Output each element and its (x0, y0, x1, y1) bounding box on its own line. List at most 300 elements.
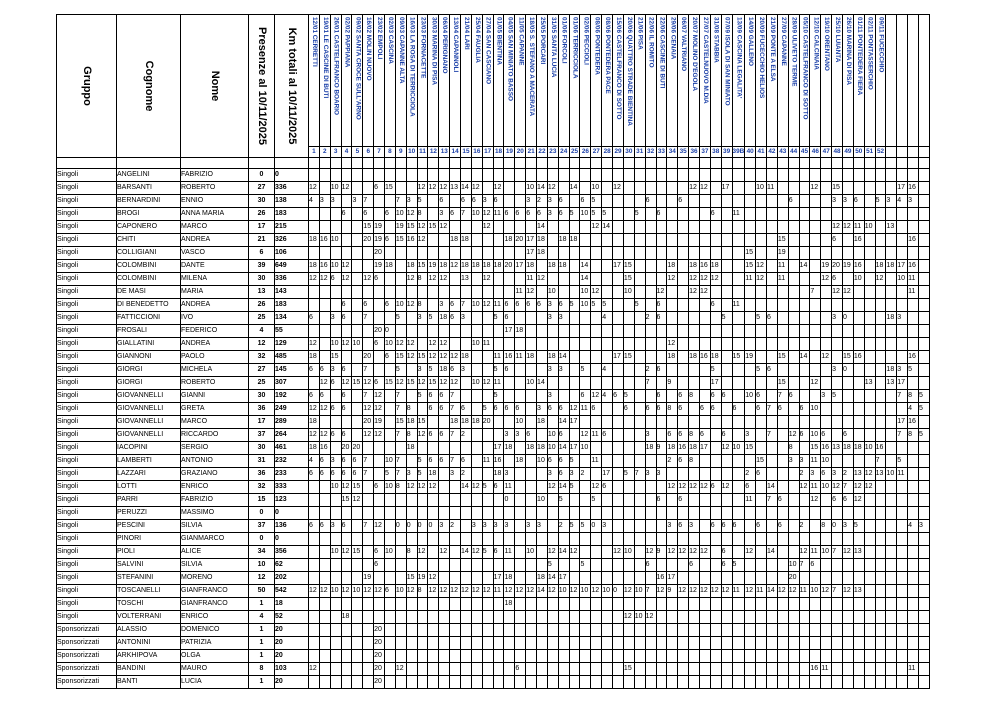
km-value-cell (853, 624, 864, 637)
km-value-cell (623, 299, 634, 312)
km-value-cell (471, 442, 482, 455)
km-value-cell (766, 169, 777, 182)
km-value-cell (886, 481, 897, 494)
km-value-cell (352, 507, 363, 520)
km-value-cell (732, 234, 745, 247)
event-number: 30 (623, 147, 634, 158)
km-value-cell (341, 507, 352, 520)
km-value-cell (897, 208, 908, 221)
km-value-cell: 5 (602, 299, 613, 312)
km-value-cell: 18 (482, 260, 493, 273)
km-value-cell: 15 (417, 351, 428, 364)
presenze-header: Presenze al 10/11/2025 (249, 15, 275, 158)
km-value-cell (613, 377, 624, 390)
km-value-cell (330, 507, 341, 520)
km-value-cell: 5 (385, 468, 396, 481)
km-value-cell (853, 416, 864, 429)
km-value-cell (493, 611, 504, 624)
km-value-cell (395, 182, 406, 195)
km-value-cell: 15 (352, 481, 363, 494)
km-value-cell (689, 312, 700, 325)
km-value-cell (886, 390, 897, 403)
spacer-cell (897, 158, 908, 169)
km-value-cell: 12 (374, 403, 385, 416)
km-value-cell (745, 182, 756, 195)
km-value-cell (875, 247, 886, 260)
km-value-cell (450, 481, 461, 494)
event-number: 19 (504, 147, 515, 158)
km-value-cell: 12 (395, 663, 406, 676)
km-value-cell (710, 416, 721, 429)
km-value-cell (547, 650, 558, 663)
km-value-cell (613, 533, 624, 546)
km-value-cell (613, 221, 624, 234)
km-value-cell (745, 169, 756, 182)
attendance-sheet (56, 14, 930, 689)
km-value-cell (493, 234, 504, 247)
km-value-cell: 3 (602, 520, 613, 533)
km-value-cell: 12 (591, 286, 602, 299)
km-value-cell: 6 (341, 455, 352, 468)
km-value-cell (471, 429, 482, 442)
km-value-cell (450, 221, 461, 234)
km-value-cell (699, 208, 710, 221)
km-value-cell (710, 195, 721, 208)
km-value-cell: 6 (777, 494, 788, 507)
spacer-cell (493, 158, 504, 169)
km-value-cell (504, 663, 515, 676)
event-name: 29/06 CENAIA (669, 17, 677, 60)
km-value-cell: 12 (482, 585, 493, 598)
km-value-cell: 8 (395, 481, 406, 494)
km-value-cell (678, 507, 689, 520)
event-name: 26/01 CASTELFRANCO BOARIO (332, 17, 340, 116)
km-value-cell (461, 663, 472, 676)
km-value-cell: 6 (656, 208, 667, 221)
presenze-cell: 12 (249, 572, 275, 585)
km-value-cell (482, 572, 493, 585)
km-value-cell (799, 390, 810, 403)
km-value-cell (537, 663, 548, 676)
table-row (57, 247, 930, 260)
nome-cell: LUCIA (181, 676, 249, 689)
km-value-cell (613, 195, 624, 208)
km-value-cell (634, 351, 645, 364)
km-value-cell (678, 572, 689, 585)
km-value-cell (634, 507, 645, 520)
km-value-cell: 3 (547, 312, 558, 325)
km-value-cell: 5 (710, 364, 721, 377)
km-value-cell (821, 611, 832, 624)
km-value-cell: 6 (766, 364, 777, 377)
km-value-cell (766, 572, 777, 585)
km-value-cell (309, 559, 320, 572)
km-value-cell (461, 533, 472, 546)
spacer-cell (842, 158, 853, 169)
km-value-cell (645, 494, 656, 507)
km-value-cell: 3 (656, 468, 667, 481)
km-value-cell (788, 169, 799, 182)
km-value-cell: 6 (439, 455, 450, 468)
km-value-cell (766, 299, 777, 312)
km-value-cell (558, 247, 569, 260)
event-header (678, 15, 689, 147)
km-value-cell: 10 (471, 338, 482, 351)
presenze-cell: 30 (249, 442, 275, 455)
km-value-cell (864, 494, 875, 507)
km-value-cell (569, 611, 580, 624)
nome-cell: MAURO (181, 663, 249, 676)
km-value-cell: 11 (515, 351, 526, 364)
km-value-cell: 12 (363, 377, 374, 390)
table-row (57, 377, 930, 390)
km-value-cell: 6 (710, 403, 721, 416)
km-value-cell (439, 572, 450, 585)
km-value-cell: 5 (395, 364, 406, 377)
event-name: 14/09 GALLENO (747, 17, 755, 67)
event-name: 02/02 PAPPIANA (343, 17, 351, 68)
km-value-cell (309, 247, 320, 260)
km-value-cell (319, 338, 330, 351)
km-value-cell: 14 (461, 182, 472, 195)
km-value-cell (678, 338, 689, 351)
km-value-cell: 6 (656, 312, 667, 325)
km-value-cell: 11 (504, 481, 515, 494)
km-header: Km totali al 10/11/2025 (275, 15, 309, 158)
km-value-cell (745, 650, 756, 663)
km-value-cell (417, 507, 428, 520)
event-name: 09/03 CAPANNE ALTA (397, 17, 405, 84)
km-value-cell (875, 338, 886, 351)
km-value-cell (667, 312, 678, 325)
km-value-cell (428, 611, 439, 624)
km-value-cell: 18 (461, 260, 472, 273)
km-value-cell: 19 (842, 260, 853, 273)
km-value-cell (732, 663, 745, 676)
km-value-cell: 16 (319, 260, 330, 273)
km-value-cell (395, 611, 406, 624)
km-value-cell: 18 (710, 260, 721, 273)
km-value-cell (897, 442, 908, 455)
km-value-cell: 12 (406, 351, 417, 364)
km-value-cell: 5 (721, 312, 732, 325)
km-value-cell (766, 260, 777, 273)
km-value-cell: 15 (623, 663, 634, 676)
km-value-cell (667, 676, 678, 689)
km-value-cell (777, 455, 788, 468)
km-value-cell: 17 (699, 442, 710, 455)
km-value-cell (417, 338, 428, 351)
km-value-cell (745, 208, 756, 221)
km-value-cell (886, 572, 897, 585)
km-value-cell (766, 377, 777, 390)
km-value-cell (645, 624, 656, 637)
km-value-cell (526, 650, 537, 663)
km-value-cell (645, 598, 656, 611)
km-value-cell: 18 (537, 572, 548, 585)
km-value-cell (886, 637, 897, 650)
km-value-cell: 12 (319, 403, 330, 416)
km-value-cell (853, 208, 864, 221)
presenze-cell: 34 (249, 546, 275, 559)
km-value-cell (897, 234, 908, 247)
km-value-cell (689, 572, 700, 585)
km-value-cell: 6 (558, 455, 569, 468)
km-value-cell (613, 338, 624, 351)
km-value-cell (547, 377, 558, 390)
km-value-cell (428, 247, 439, 260)
km-value-cell (777, 182, 788, 195)
km-value-cell (363, 637, 374, 650)
km-value-cell: 17 (493, 572, 504, 585)
event-name: 02/06 PECCIOLI (582, 17, 590, 65)
cognome-cell: COLOMBINI (117, 273, 181, 286)
km-value-cell: 3 (406, 468, 417, 481)
km-value-cell: 7 (395, 195, 406, 208)
km-value-cell: 12 (439, 273, 450, 286)
km-value-cell (330, 494, 341, 507)
km-value-cell (745, 403, 756, 416)
km-value-cell: 16 (875, 442, 886, 455)
km-value-cell (756, 494, 767, 507)
km-value-cell: 7 (766, 403, 777, 416)
km-value-cell (569, 247, 580, 260)
km-value-cell (732, 468, 745, 481)
km-value-cell (515, 481, 526, 494)
km-value-cell: 11 (580, 403, 591, 416)
km-value-cell (623, 247, 634, 260)
km-value-cell: 6 (558, 299, 569, 312)
km-value-cell (710, 325, 721, 338)
km-value-cell: 7 (645, 377, 656, 390)
km-value-cell (569, 338, 580, 351)
km-value-cell: 12 (482, 377, 493, 390)
km-value-cell (699, 325, 710, 338)
km-value-cell: 16 (821, 442, 832, 455)
km-value-cell (450, 195, 461, 208)
km-value-cell (853, 390, 864, 403)
km-value-cell (526, 624, 537, 637)
km-value-cell: 6 (374, 481, 385, 494)
cognome-cell: DI BENEDETTO (117, 299, 181, 312)
km-value-cell (309, 637, 320, 650)
km-value-cell (919, 208, 930, 221)
km-value-cell (569, 429, 580, 442)
event-header (515, 15, 526, 147)
km-value-cell (591, 442, 602, 455)
km-value-cell (482, 286, 493, 299)
km-value-cell: 6 (710, 520, 721, 533)
km-value-cell (886, 247, 897, 260)
event-header (919, 15, 930, 147)
km-value-cell (515, 559, 526, 572)
km-value-cell (875, 182, 886, 195)
km-value-cell (864, 559, 875, 572)
nome-cell: GIANFRANCO (181, 585, 249, 598)
km-value-cell (732, 312, 745, 325)
km-value-cell (721, 286, 732, 299)
km-value-cell: 18 (842, 442, 853, 455)
event-number: 11 (417, 147, 428, 158)
km-value-cell: 18 (547, 260, 558, 273)
km-value-cell (613, 507, 624, 520)
km-value-cell (395, 559, 406, 572)
km-value-cell (580, 546, 591, 559)
km-value-cell: 17 (493, 442, 504, 455)
event-name: 20/06 QUATTRO STRADE BIENTINA (625, 17, 633, 126)
gruppo-cell: Singoli (57, 195, 117, 208)
km-value-cell (745, 637, 756, 650)
km-value-cell (689, 468, 700, 481)
km-value-cell (602, 637, 613, 650)
km-value-cell (428, 169, 439, 182)
km-value-cell (721, 637, 732, 650)
km-value-cell (732, 429, 745, 442)
km-value-cell (788, 338, 799, 351)
km-value-cell (613, 637, 624, 650)
km-value-cell: 5 (569, 481, 580, 494)
km-value-cell: 6 (385, 585, 396, 598)
km-value-cell (482, 559, 493, 572)
km-value-cell (330, 637, 341, 650)
event-header (656, 15, 667, 147)
km-value-cell: 17 (558, 572, 569, 585)
spacer-cell (919, 158, 930, 169)
event-number: 2 (319, 147, 330, 158)
km-value-cell (493, 325, 504, 338)
km-value-cell (810, 416, 821, 429)
km-value-cell (374, 195, 385, 208)
km-cell: 461 (275, 442, 309, 455)
km-value-cell (591, 416, 602, 429)
km-value-cell (591, 663, 602, 676)
km-value-cell (309, 325, 320, 338)
km-value-cell (428, 234, 439, 247)
km-value-cell (461, 221, 472, 234)
spacer-cell (330, 158, 341, 169)
km-value-cell (875, 637, 886, 650)
km-value-cell (756, 208, 767, 221)
km-value-cell (908, 169, 919, 182)
km-value-cell (864, 182, 875, 195)
km-value-cell: 12 (689, 481, 700, 494)
event-name: 01/11 PONTEDERA FIERA (855, 17, 863, 96)
km-value-cell (777, 507, 788, 520)
km-value-cell (732, 325, 745, 338)
km-value-cell (591, 611, 602, 624)
km-value-cell (417, 169, 428, 182)
event-name: 25/05 PORCARI (538, 17, 546, 65)
km-value-cell (875, 507, 886, 520)
km-value-cell (710, 546, 721, 559)
km-value-cell (689, 364, 700, 377)
km-value-cell: 12 (745, 585, 756, 598)
km-value-cell (526, 598, 537, 611)
km-value-cell (591, 234, 602, 247)
km-value-cell (602, 611, 613, 624)
km-value-cell: 12 (417, 481, 428, 494)
cognome-cell: GIORGI (117, 364, 181, 377)
spacer-cell (352, 158, 363, 169)
km-value-cell (493, 494, 504, 507)
km-value-cell (341, 650, 352, 663)
event-header (732, 15, 745, 147)
km-value-cell: 8 (417, 585, 428, 598)
km-value-cell (352, 676, 363, 689)
km-value-cell (766, 559, 777, 572)
km-value-cell (385, 364, 396, 377)
km-value-cell (699, 663, 710, 676)
km-value-cell: 7 (461, 208, 472, 221)
event-header (309, 15, 320, 147)
km-value-cell (842, 611, 853, 624)
km-value-cell (886, 182, 897, 195)
km-value-cell (439, 234, 450, 247)
km-value-cell (504, 182, 515, 195)
km-value-cell (919, 286, 930, 299)
km-value-cell (897, 650, 908, 663)
km-value-cell (766, 442, 777, 455)
km-cell: 145 (275, 364, 309, 377)
km-value-cell (482, 650, 493, 663)
km-value-cell (777, 637, 788, 650)
km-value-cell (875, 663, 886, 676)
spacer-cell (439, 158, 450, 169)
km-value-cell (406, 247, 417, 260)
km-value-cell (777, 546, 788, 559)
km-value-cell: 6 (450, 364, 461, 377)
table-row (57, 312, 930, 325)
gruppo-cell: Singoli (57, 520, 117, 533)
km-value-cell (886, 299, 897, 312)
km-value-cell: 12 (526, 286, 537, 299)
km-value-cell (569, 377, 580, 390)
km-value-cell (864, 624, 875, 637)
km-value-cell (788, 663, 799, 676)
km-value-cell (363, 559, 374, 572)
presenze-cell: 4 (249, 611, 275, 624)
km-value-cell (842, 572, 853, 585)
cognome-header: Cognome (117, 15, 181, 158)
km-value-cell: 8 (406, 546, 417, 559)
presenze-cell: 30 (249, 390, 275, 403)
event-name: 08/06 PONTEDERA (593, 17, 601, 75)
km-value-cell: 6 (721, 429, 732, 442)
km-value-cell (756, 338, 767, 351)
km-value-cell (678, 273, 689, 286)
km-value-cell (363, 442, 374, 455)
km-value-cell (875, 559, 886, 572)
km-value-cell (645, 299, 656, 312)
km-value-cell (352, 221, 363, 234)
km-value-cell (450, 338, 461, 351)
table-row (57, 208, 930, 221)
km-value-cell (821, 416, 832, 429)
km-value-cell: 10 (395, 208, 406, 221)
event-name: 09/02 SANTA CROCE SULL'ARNO (354, 17, 362, 120)
event-number (908, 147, 919, 158)
km-value-cell (363, 676, 374, 689)
km-value-cell: 12 (842, 221, 853, 234)
spacer-cell (678, 158, 689, 169)
km-value-cell (591, 169, 602, 182)
km-value-cell (558, 182, 569, 195)
nome-cell: GIANNI (181, 390, 249, 403)
km-value-cell: 12 (547, 585, 558, 598)
km-value-cell (352, 325, 363, 338)
km-value-cell: 15 (745, 260, 756, 273)
km-value-cell (417, 663, 428, 676)
